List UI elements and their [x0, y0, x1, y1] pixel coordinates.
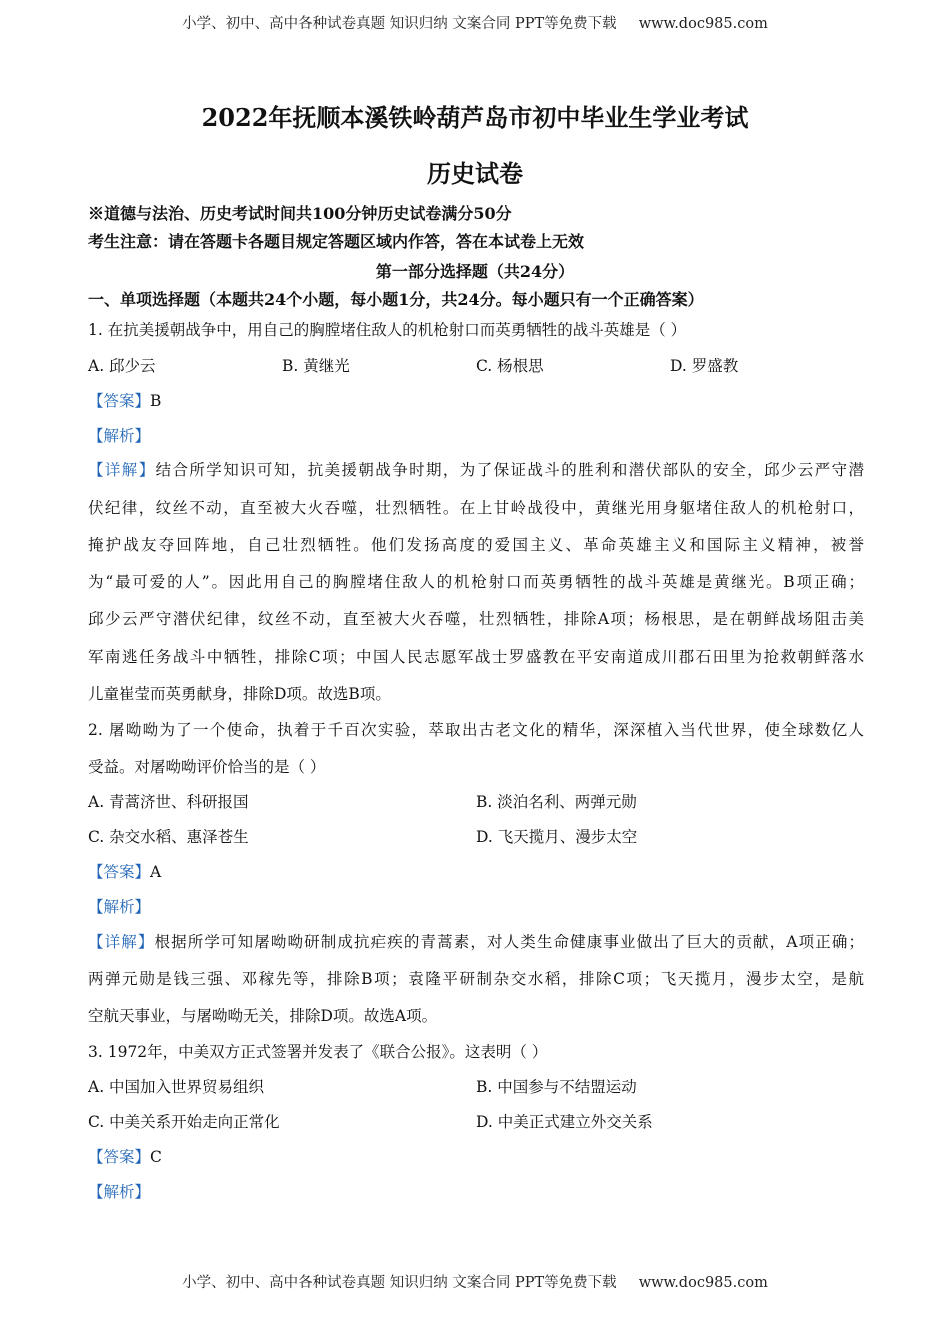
- exam-note-time: ※道德与法治、历史考试时间共100分钟历史试卷满分50分: [88, 204, 512, 223]
- question-2-detail-line-2: 两弹元勋是钱三强、邓稼先等，排除B项；袁隆平研制杂交水稻，排除C项；飞天揽月，漫步太空，是航: [88, 970, 864, 988]
- answer-label: 【答案】: [88, 392, 151, 410]
- question-1-option-a: A. 邱少云: [88, 357, 156, 375]
- question-1-detail-line-2: 伏纪律，纹丝不动，直至被大火吞噬，壮烈牺牲。在上甘岭战役中，黄继光用身躯堵住敌人的机枪射口，: [88, 499, 864, 517]
- question-1-stem: 1. 在抗美援朝战争中，用自己的胸膛堵住敌人的机枪射口而英勇牺牲的战斗英雄是（ ）: [88, 321, 687, 339]
- question-2-stem: 2. 屠呦呦为了一个使命，执着于千百次实验，萃取出古老文化的精华，深深植入当代世界，使全球数亿人: [88, 721, 864, 739]
- question-3-stem: 3. 1972年，中美双方正式签署并发表了《联合公报》。这表明（ ）: [88, 1043, 548, 1061]
- question-3-analysis: 【解析】: [88, 1183, 151, 1201]
- question-3-option-c: C. 中美关系开始走向正常化: [88, 1113, 280, 1131]
- answer-value: B: [150, 392, 162, 410]
- question-1-detail-line-7: 儿童崔莹而英勇献身，排除D项。故选B项。: [88, 685, 391, 703]
- analysis-label: 【解析】: [88, 427, 151, 445]
- question-1-answer: [88, 389, 161, 411]
- exam-note-instructions: 考生注意：请在答题卡各题目规定答题区域内作答，答在本试卷上无效: [88, 232, 585, 251]
- question-1-option-b: B. 黄继光: [282, 357, 350, 375]
- question-3-option-b: B. 中国参与不结盟运动: [476, 1078, 637, 1096]
- exam-subtitle: 历史试卷: [427, 159, 523, 188]
- question-2-analysis: 【解析】: [88, 898, 151, 916]
- header-text: 小学、初中、高中各种试卷真题 知识归纳 文案合同 PPT等免费下载: [182, 16, 617, 32]
- detail-label: 【详解】: [88, 461, 156, 479]
- question-2-option-c: C. 杂交水稻、惠泽苍生: [88, 828, 249, 846]
- footer-text: 小学、初中、高中各种试卷真题 知识归纳 文案合同 PPT等免费下载: [182, 1275, 617, 1291]
- question-2-stem-line-2: 受益。对屠呦呦评价恰当的是（ ）: [88, 758, 326, 776]
- section-title: 一、单项选择题（本题共24个小题，每小题1分，共24分。每小题只有一个正确答案）: [88, 290, 704, 309]
- question-2-option-b: B. 淡泊名利、两弹元勋: [476, 793, 637, 811]
- question-2-detail: [88, 930, 864, 952]
- question-2-option-d: D. 飞天揽月、漫步太空: [476, 828, 638, 846]
- footer-url[interactable]: www.doc985.com: [638, 1275, 768, 1291]
- part-title: 第一部分选择题（共24分）: [375, 262, 575, 281]
- detail-line: 【详解】根据所学可知屠呦呦研制成抗疟疾的青蒿素，对人类生命健康事业做出了巨大的贡献，A项正确；: [88, 933, 864, 951]
- question-1-option-d: D. 罗盛教: [670, 357, 739, 375]
- question-1-detail: [88, 458, 864, 480]
- question-3-answer: 【答案】C: [88, 1148, 162, 1166]
- question-1-detail-line-4: 为“最可爱的人”。因此用自己的胸膛堵住敌人的机枪射口而英勇牺牲的战斗英雄是黄继光。B项正确；: [88, 573, 864, 591]
- question-1-option-c: C. 杨根思: [476, 357, 544, 375]
- question-2-detail-line-3: 空航天事业，与屠呦呦无关，排除D项。故选A项。: [88, 1007, 438, 1025]
- page-footer: [0, 1271, 950, 1292]
- question-2-option-a: A. 青蒿济世、科研报国: [88, 793, 249, 811]
- question-1-detail-line-5: 邱少云严守潜伏纪律，纹丝不动，直至被大火吞噬，壮烈牺牲，排除A项；杨根思，是在朝鲜战场阻击美: [88, 610, 864, 628]
- question-1-detail-line-6: 军南逃任务战斗中牺牲，排除C项；中国人民志愿军战士罗盛教在平安南道成川郡石田里为抢救朝鲜落水: [88, 648, 864, 666]
- question-3-option-d: D. 中美正式建立外交关系: [476, 1113, 653, 1131]
- page-header: [0, 12, 950, 33]
- question-3-option-a: A. 中国加入世界贸易组织: [88, 1078, 265, 1096]
- question-1-detail-line-3: 掩护战友夺回阵地，自己壮烈牺牲。他们发扬高度的爱国主义、革命英雄主义和国际主义精神，被誉: [88, 536, 864, 554]
- question-1-analysis: [88, 424, 150, 446]
- header-url[interactable]: www.doc985.com: [638, 16, 768, 32]
- exam-title: 2022年抚顺本溪铁岭葫芦岛市初中毕业生学业考试: [201, 103, 749, 132]
- question-2-answer: 【答案】A: [88, 863, 162, 881]
- detail-line: 【详解】结合所学知识可知，抗美援朝战争时期，为了保证战斗的胜利和潜伏部队的安全，邱少云严守潜: [88, 461, 864, 479]
